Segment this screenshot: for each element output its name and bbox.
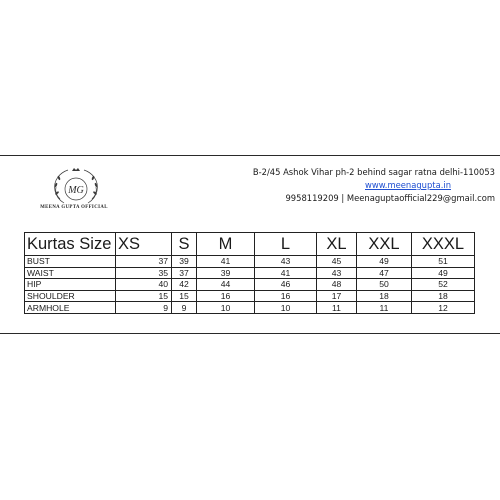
cell-value: 15 <box>116 290 172 302</box>
header-s: S <box>172 233 197 256</box>
header-divider <box>0 155 500 156</box>
row-label: HIP <box>25 279 116 291</box>
cell-value: 11 <box>317 302 357 314</box>
header-kurtas-size: Kurtas Size <box>25 233 116 256</box>
cell-value: 44 <box>197 279 255 291</box>
cell-value: 39 <box>172 256 197 268</box>
cell-value: 10 <box>197 302 255 314</box>
row-label: WAIST <box>25 267 116 279</box>
cell-value: 41 <box>255 267 317 279</box>
cell-value: 49 <box>357 256 412 268</box>
size-chart-table <box>24 232 475 314</box>
table-row <box>25 267 475 279</box>
header-m: M <box>197 233 255 256</box>
cell-value: 47 <box>357 267 412 279</box>
cell-value: 10 <box>255 302 317 314</box>
table-row <box>25 279 475 291</box>
cell-value: 51 <box>412 256 475 268</box>
cell-value: 15 <box>172 290 197 302</box>
cell-value: 9 <box>116 302 172 314</box>
table-row <box>25 302 475 314</box>
header-xxxl: XXXL <box>412 233 475 256</box>
cell-value: 42 <box>172 279 197 291</box>
header-xs: XS <box>116 233 172 256</box>
table-row <box>25 256 475 268</box>
contact-block <box>235 166 495 205</box>
cell-value: 11 <box>357 302 412 314</box>
table-header-row <box>25 233 475 256</box>
header-l: L <box>255 233 317 256</box>
cell-value: 46 <box>255 279 317 291</box>
header-xl: XL <box>317 233 357 256</box>
row-label: ARMHOLE <box>25 302 116 314</box>
table-row <box>25 290 475 302</box>
cell-value: 43 <box>255 256 317 268</box>
cell-value: 17 <box>317 290 357 302</box>
cell-value: 35 <box>116 267 172 279</box>
header-xxl: XXL <box>357 233 412 256</box>
address-text: B-2/45 Ashok Vihar ph-2 behind sagar ratna delhi-110053 <box>252 167 495 177</box>
footer-divider <box>0 333 500 334</box>
cell-value: 16 <box>255 290 317 302</box>
cell-value: 18 <box>357 290 412 302</box>
cell-value: 40 <box>116 279 172 291</box>
cell-value: 49 <box>412 267 475 279</box>
website-link[interactable]: www.meenagupta.in <box>365 180 451 190</box>
cell-value: 37 <box>116 256 172 268</box>
row-label: SHOULDER <box>25 290 116 302</box>
cell-value: 52 <box>412 279 475 291</box>
cell-value: 9 <box>172 302 197 314</box>
logo-monogram: MG <box>68 185 84 196</box>
cell-value: 37 <box>172 267 197 279</box>
cell-value: 41 <box>197 256 255 268</box>
cell-value: 39 <box>197 267 255 279</box>
cell-value: 16 <box>197 290 255 302</box>
phone-email-text: 9958119209 | Meenaguptaofficial229@gmail.com <box>285 193 495 203</box>
cell-value: 12 <box>412 302 475 314</box>
cell-value: 48 <box>317 279 357 291</box>
cell-value: 43 <box>317 267 357 279</box>
row-label: BUST <box>25 256 116 268</box>
cell-value: 18 <box>412 290 475 302</box>
cell-value: 45 <box>317 256 357 268</box>
logo-caption: MEENA GUPTA OFFICIAL <box>40 205 108 210</box>
cell-value: 50 <box>357 279 412 291</box>
